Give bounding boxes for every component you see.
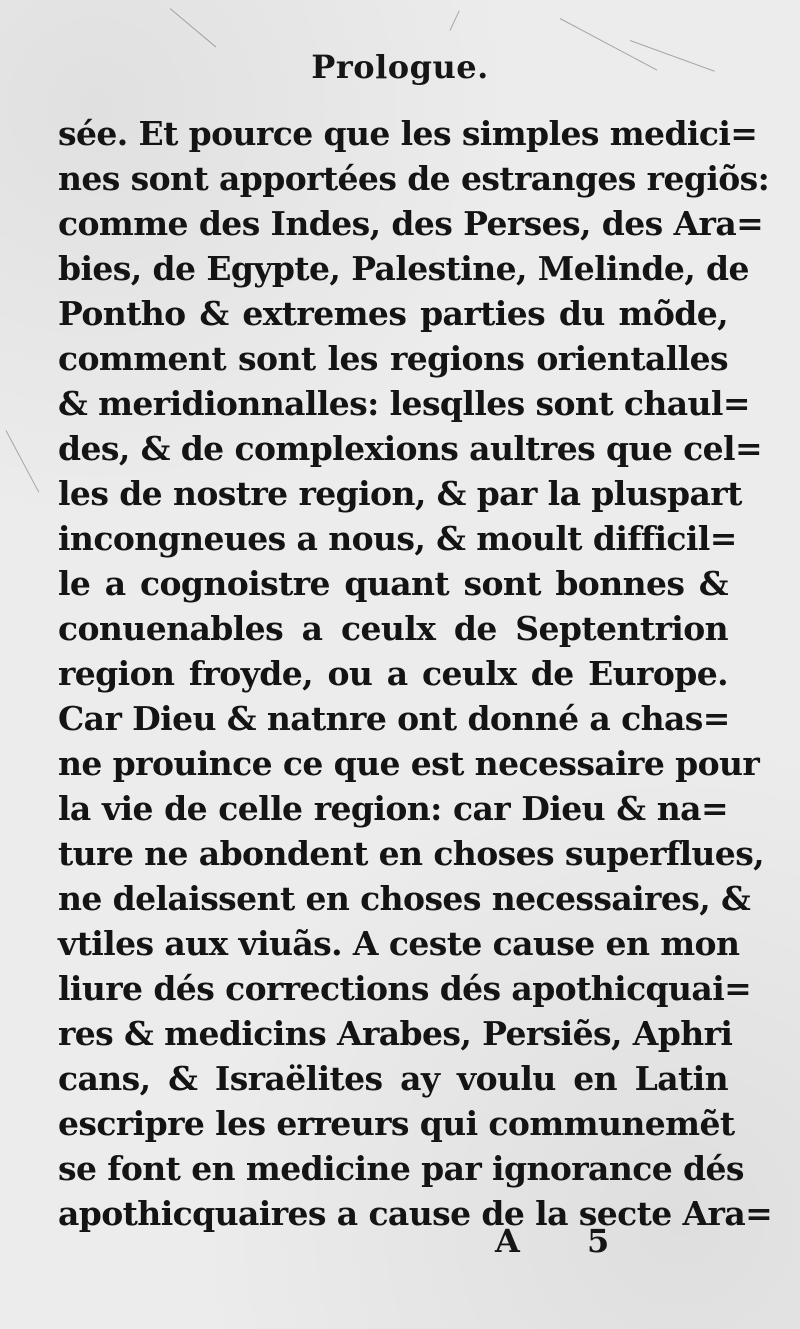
signature-mark: A 5 — [495, 1222, 638, 1260]
text-line: les de nostre region, & par la pluspart — [58, 474, 742, 513]
text-line: comment sont les regions orientalles — [58, 339, 728, 378]
text-line: cans, & Israëlites ay voulu en Latin — [58, 1059, 728, 1098]
text-line: ture ne abondent en choses superflues, — [58, 834, 765, 873]
text-line: le a cognoistre quant sont bonnes & — [58, 564, 728, 603]
text-line: sée. Et pource que les simples medici= — [58, 114, 758, 153]
text-line: ne prouince ce que est necessaire pour — [58, 744, 760, 783]
text-line: des, & de complexions aultres que cel= — [58, 429, 763, 468]
text-line: liure dés corrections dés apothicquai= — [58, 969, 752, 1008]
page-scratch — [6, 430, 40, 492]
text-line: & meridionnalles: lesqlles sont chaul= — [58, 384, 750, 423]
text-line: bies, de Egypte, Palestine, Melinde, de — [58, 249, 749, 288]
text-line: escripre les erreurs qui communemẽt — [58, 1104, 735, 1143]
text-line: comme des Indes, des Perses, des Ara= — [58, 204, 764, 243]
text-line: incongneues a nous, & moult difficil= — [58, 519, 737, 558]
text-line: res & medicins Arabes, Persiẽs, Aphri — [58, 1014, 733, 1053]
page-scratch — [450, 10, 460, 30]
text-line: Pontho & extremes parties du mõde, — [58, 294, 728, 333]
text-line: Car Dieu & natnre ont donné a chas= — [58, 699, 730, 738]
text-line: la vie de celle region: car Dieu & na= — [58, 789, 728, 828]
page-scratch — [170, 8, 217, 47]
text-line: ne delaissent en choses necessaires, & — [58, 879, 751, 918]
text-line: se font en medicine par ignorance dés — [58, 1149, 744, 1188]
text-line: region froyde, ou a ceulx de Europe. — [58, 654, 728, 693]
page-title: Prologue. — [311, 48, 489, 86]
text-line: apothicquaires a cause de la secte Ara= — [58, 1194, 773, 1233]
text-line: nes sont apportées de estranges regiõs: — [58, 159, 770, 198]
text-line: vtiles aux viuãs. A ceste cause en mon — [58, 924, 740, 963]
text-line: conuenables a ceulx de Septentrion — [58, 609, 728, 648]
